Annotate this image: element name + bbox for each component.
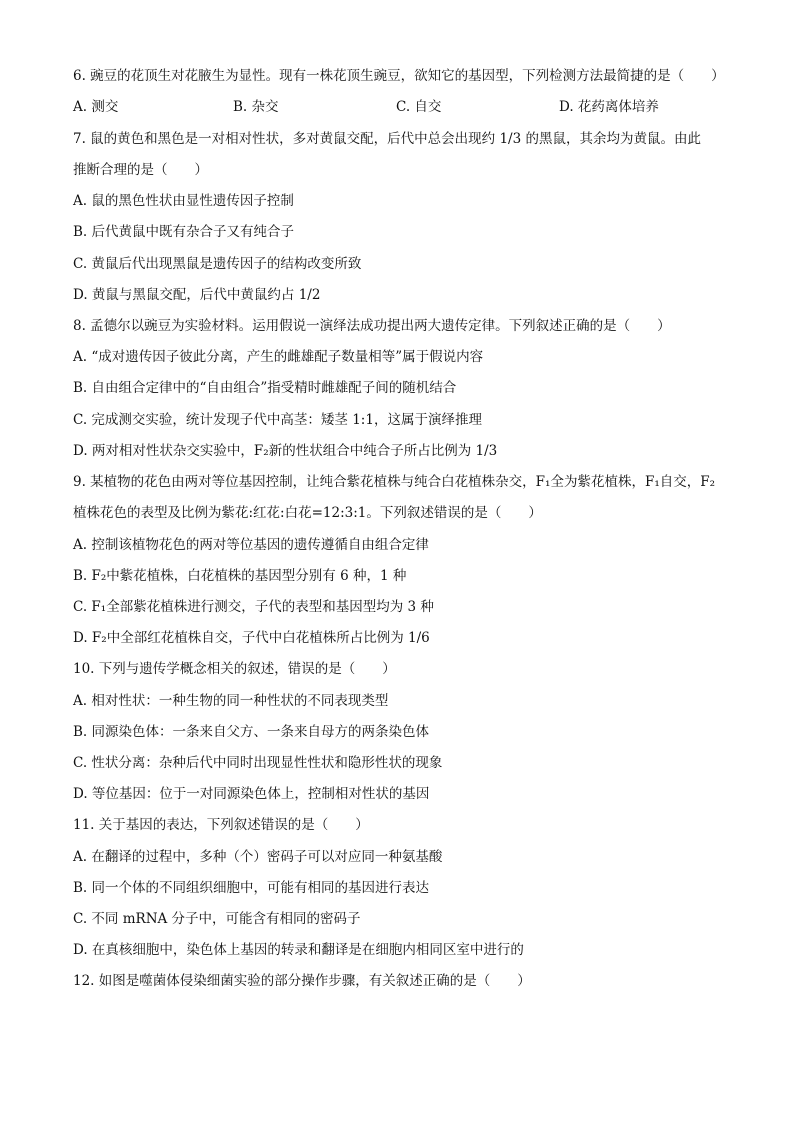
question-9-stem-line2: 植株花色的表型及比例为紫花:红花:白花=12:3:1。下列叙述错误的是（ ） xyxy=(73,505,542,521)
question-9-option-d: D. F₂中全部红花植株自交，子代中白花植株所占比例为 1/6 xyxy=(73,630,430,646)
question-11-option-b: B. 同一个体的不同组织细胞中，可能有相同的基因进行表达 xyxy=(73,880,430,896)
question-6-option-c: C. 自交 xyxy=(396,99,442,115)
question-6-stem: 6. 豌豆的花顶生对花腋生为显性。现有一株花顶生豌豆，欲知它的基因型，下列检测方法最简捷的是（ ） xyxy=(73,68,725,84)
question-7-stem-line1: 7. 鼠的黄色和黑色是一对相对性状，多对黄鼠交配，后代中总会出现约 1/3 的黑鼠，其余均为黄鼠。由此 xyxy=(73,131,701,147)
question-10-option-a: A. 相对性状：一种生物的同一种性状的不同表现类型 xyxy=(73,693,389,709)
question-7-option-c: C. 黄鼠后代出现黑鼠是遗传因子的结构改变所致 xyxy=(73,256,362,272)
question-11-option-a: A. 在翻译的过程中，多种（个）密码子可以对应同一种氨基酸 xyxy=(73,849,443,865)
question-9-option-c: C. F₁全部紫花植株进行测交，子代的表型和基因型均为 3 种 xyxy=(73,599,434,615)
question-9-stem-line1: 9. 某植物的花色由两对等位基因控制，让纯合紫花植株与纯合白花植株杂交，F₁全为紫花植株，F₁自交，F₂ xyxy=(73,474,716,490)
question-6-option-a: A. 测交 xyxy=(73,99,119,115)
question-10-stem: 10. 下列与遗传学概念相关的叙述，错误的是（ ） xyxy=(73,661,396,677)
question-11-option-c: C. 不同 mRNA 分子中，可能含有相同的密码子 xyxy=(73,911,361,927)
question-8-stem: 8. 孟德尔以豌豆为实验材料。运用假说一演绎法成功提出两大遗传定律。下列叙述正确的是（ ） xyxy=(73,318,671,334)
question-8-option-b: B. 自由组合定律中的“自由组合”指受精时雌雄配子间的随机结合 xyxy=(73,380,457,396)
question-10-option-c: C. 性状分离：杂种后代中同时出现显性性状和隐形性状的现象 xyxy=(73,755,443,771)
question-10-option-b: B. 同源染色体：一条来自父方、一条来自母方的两条染色体 xyxy=(73,724,430,740)
question-8-option-d: D. 两对相对性状杂交实验中，F₂新的性状组合中纯合子所占比例为 1/3 xyxy=(73,443,498,459)
question-7-option-a: A. 鼠的黑色性状由显性遗传因子控制 xyxy=(73,193,294,209)
question-9-option-b: B. F₂中紫花植株，白花植株的基因型分别有 6 种，1 种 xyxy=(73,568,407,584)
question-9-option-a: A. 控制该植物花色的两对等位基因的遗传遵循自由组合定律 xyxy=(73,537,429,553)
question-12-stem: 12. 如图是噬菌体侵染细菌实验的部分操作步骤，有关叙述正确的是（ ） xyxy=(73,973,531,989)
question-7-option-b: B. 后代黄鼠中既有杂合子又有纯合子 xyxy=(73,224,295,240)
question-11-option-d: D. 在真核细胞中，染色体上基因的转录和翻译是在细胞内相同区室中进行的 xyxy=(73,942,524,958)
question-10-option-d: D. 等位基因：位于一对同源染色体上，控制相对性状的基因 xyxy=(73,786,430,802)
question-6-option-b: B. 杂交 xyxy=(233,99,279,115)
question-8-option-a: A. “成对遗传因子彼此分离，产生的雌雄配子数量相等”属于假说内容 xyxy=(73,349,484,365)
question-7-option-d: D. 黄鼠与黑鼠交配，后代中黄鼠约占 1/2 xyxy=(73,287,321,303)
question-11-stem: 11. 关于基因的表达，下列叙述错误的是（ ） xyxy=(73,817,369,833)
question-6-option-d: D. 花药离体培养 xyxy=(559,99,659,115)
question-7-stem-line2: 推断合理的是（ ） xyxy=(73,162,208,178)
question-8-option-c: C. 完成测交实验，统计发现子代中高茎：矮茎 1:1，这属于演绎推理 xyxy=(73,412,482,428)
